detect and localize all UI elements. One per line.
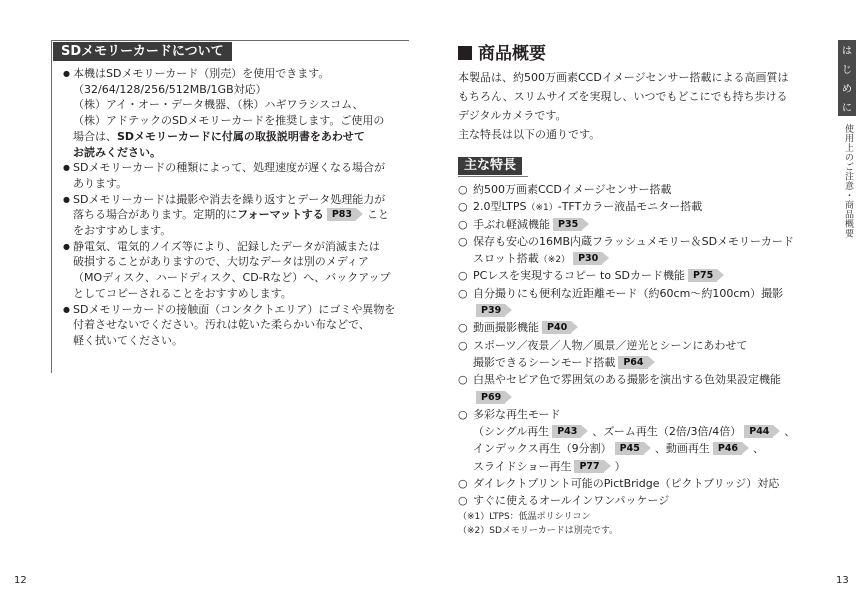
page-number-right: 13 bbox=[836, 575, 849, 586]
list-item: ○ PCレスを実現するコピー to SDカード機能 P75 bbox=[458, 267, 828, 284]
list-item: ○ すぐに使えるオールインワンパッケージ bbox=[458, 492, 828, 509]
list-item: ○ 動画撮影機能 P40 bbox=[458, 319, 828, 336]
list-item: ● SDメモリーカードの接触面（コンタクトエリア）にゴミや異物を 付着させないでください。汚れは乾いた柔らかい布などで、 軽く拭いてください。 bbox=[63, 302, 408, 349]
list-item: ○ 自分撮りにも便利な近距離モード（約60cm～約100cm）撮影 bbox=[458, 285, 828, 302]
page-ref-badge[interactable]: P35 bbox=[553, 218, 582, 231]
chapter-tab[interactable]: は じ め に bbox=[838, 40, 856, 116]
page-ref-badge[interactable]: P77 bbox=[574, 460, 603, 473]
intro-paragraph: 本製品は、約500万画素CCDイメージセンサー搭載による高画質は もちろん、スリムサイズを実現し、いつでもどこにでも持ち歩ける デジタルカメラです。 主な特長は以下の通りです。 bbox=[458, 71, 789, 141]
list-item: ● SDメモリーカードの種類によって、処理速度が遅くなる場合が あります。 bbox=[63, 160, 408, 191]
page-ref-badge[interactable]: P69 bbox=[476, 391, 505, 404]
page-ref-badge[interactable]: P40 bbox=[542, 321, 571, 334]
page-ref-badge[interactable]: P75 bbox=[688, 269, 717, 282]
chapter-subtitle: 使用上のご注意・商品概要 bbox=[843, 124, 853, 238]
footnote: （※2）SDメモリーカードは別売です。 bbox=[458, 525, 619, 536]
list-item: ○ 多彩な再生モード bbox=[458, 406, 828, 423]
footnote: （※1）LTPS：低温ポリシリコン bbox=[458, 511, 591, 522]
features-heading: 主な特長 bbox=[458, 157, 522, 175]
page-ref-badge[interactable]: P45 bbox=[615, 442, 644, 455]
page-ref-badge[interactable]: P39 bbox=[476, 304, 505, 317]
page-ref-badge[interactable]: P83 bbox=[327, 208, 356, 221]
page-title: 商品概要 bbox=[458, 39, 546, 64]
list-item: ○ 白黒やセピア色で雰囲気のある撮影を演出する色効果設定機能 bbox=[458, 371, 828, 388]
features-list: ○ 約500万画素CCDイメージセンサー搭載 ○ 2.0型LTPS（※1）-TFTカラー液晶モニター搭載 ○ 手ぶれ軽減機能 P35 ○ 保存も安心の16MB内蔵フラッシュメモリー＆SDメモリーカード スロット搭載（※2） P30 ○ PCレスを実現するコピー to SDカード機能 P75 ○ 自分撮りにも便利な近距離モード（約60cm～約100cm）撮影 P39 ○ 動画撮影機能 P40 ○ スポーツ／夜景／人物／風景／逆光とシーンにあわせて 撮影できるシーンモード搭載 P64 ○ 白黒やセピア色で雰囲気のある撮影を演出する色効果設定機能 P69 ○ 多彩な再生モード （シングル再生 P43 、ズーム再生（2倍/3倍/4倍） P44 、 インデックス再生（9分割） P45 、動画再生 P46 、 スライドショー再生 P77 ） ○ ダイレクトプリント可能のPictBridge（ピクトブリッジ）対応 ○ すぐに使えるオールインワンパッケージ （※1）LTPS：低温ポリシリコン （※2）SDメモリーカードは別売です。 bbox=[458, 181, 828, 538]
list-item: ○ ダイレクトプリント可能のPictBridge（ピクトブリッジ）対応 bbox=[458, 475, 828, 492]
page-ref-badge[interactable]: P44 bbox=[744, 425, 773, 438]
page-ref-badge[interactable]: P46 bbox=[713, 442, 742, 455]
page-ref-badge[interactable]: P30 bbox=[573, 252, 602, 265]
divider bbox=[458, 176, 528, 177]
list-item: ○ 2.0型LTPS（※1）-TFTカラー液晶モニター搭載 bbox=[458, 198, 828, 215]
page-ref-badge[interactable]: P43 bbox=[552, 425, 581, 438]
list-item: ● 本機はSDメモリーカード（別売）を使用できます。 （32/64/128/256/512MB/1GB対応） （株）アイ・オー・データ機器、（株）ハギワラシスコム、 （株）アドテックのSDメモリーカードを推奨します。ご使用の 場合は、SDメモリーカードに付属の取扱説明書をあわせて お読みください。 bbox=[63, 66, 408, 160]
list-item: ● 静電気、電気的ノイズ等により、記録したデータが消滅または 破損することがありますので、大切なデータは別のメディア （MOディスク、ハードディスク、CD-Rなど）へ、バックアップ としてコピーされることをおすすめします。 bbox=[63, 239, 408, 302]
list-item: ○ スポーツ／夜景／人物／風景／逆光とシーンにあわせて bbox=[458, 337, 828, 354]
square-icon bbox=[458, 46, 472, 60]
sd-card-notes bbox=[63, 66, 408, 349]
list-item: ● SDメモリーカードは撮影や消去を繰り返すとデータ処理能力が 落ちる場合があります。定期的にフォーマットする P83 こと をおすすめします。 bbox=[63, 192, 408, 239]
list-item: ○ 約500万画素CCDイメージセンサー搭載 bbox=[458, 181, 828, 198]
sd-card-heading: SDメモリーカードについて bbox=[53, 42, 232, 61]
list-item: ○ 保存も安心の16MB内蔵フラッシュメモリー＆SDメモリーカード bbox=[458, 233, 828, 250]
page-number-left: 12 bbox=[14, 575, 27, 586]
list-item: ○ 手ぶれ軽減機能 P35 bbox=[458, 216, 828, 233]
page-ref-badge[interactable]: P64 bbox=[618, 356, 647, 369]
